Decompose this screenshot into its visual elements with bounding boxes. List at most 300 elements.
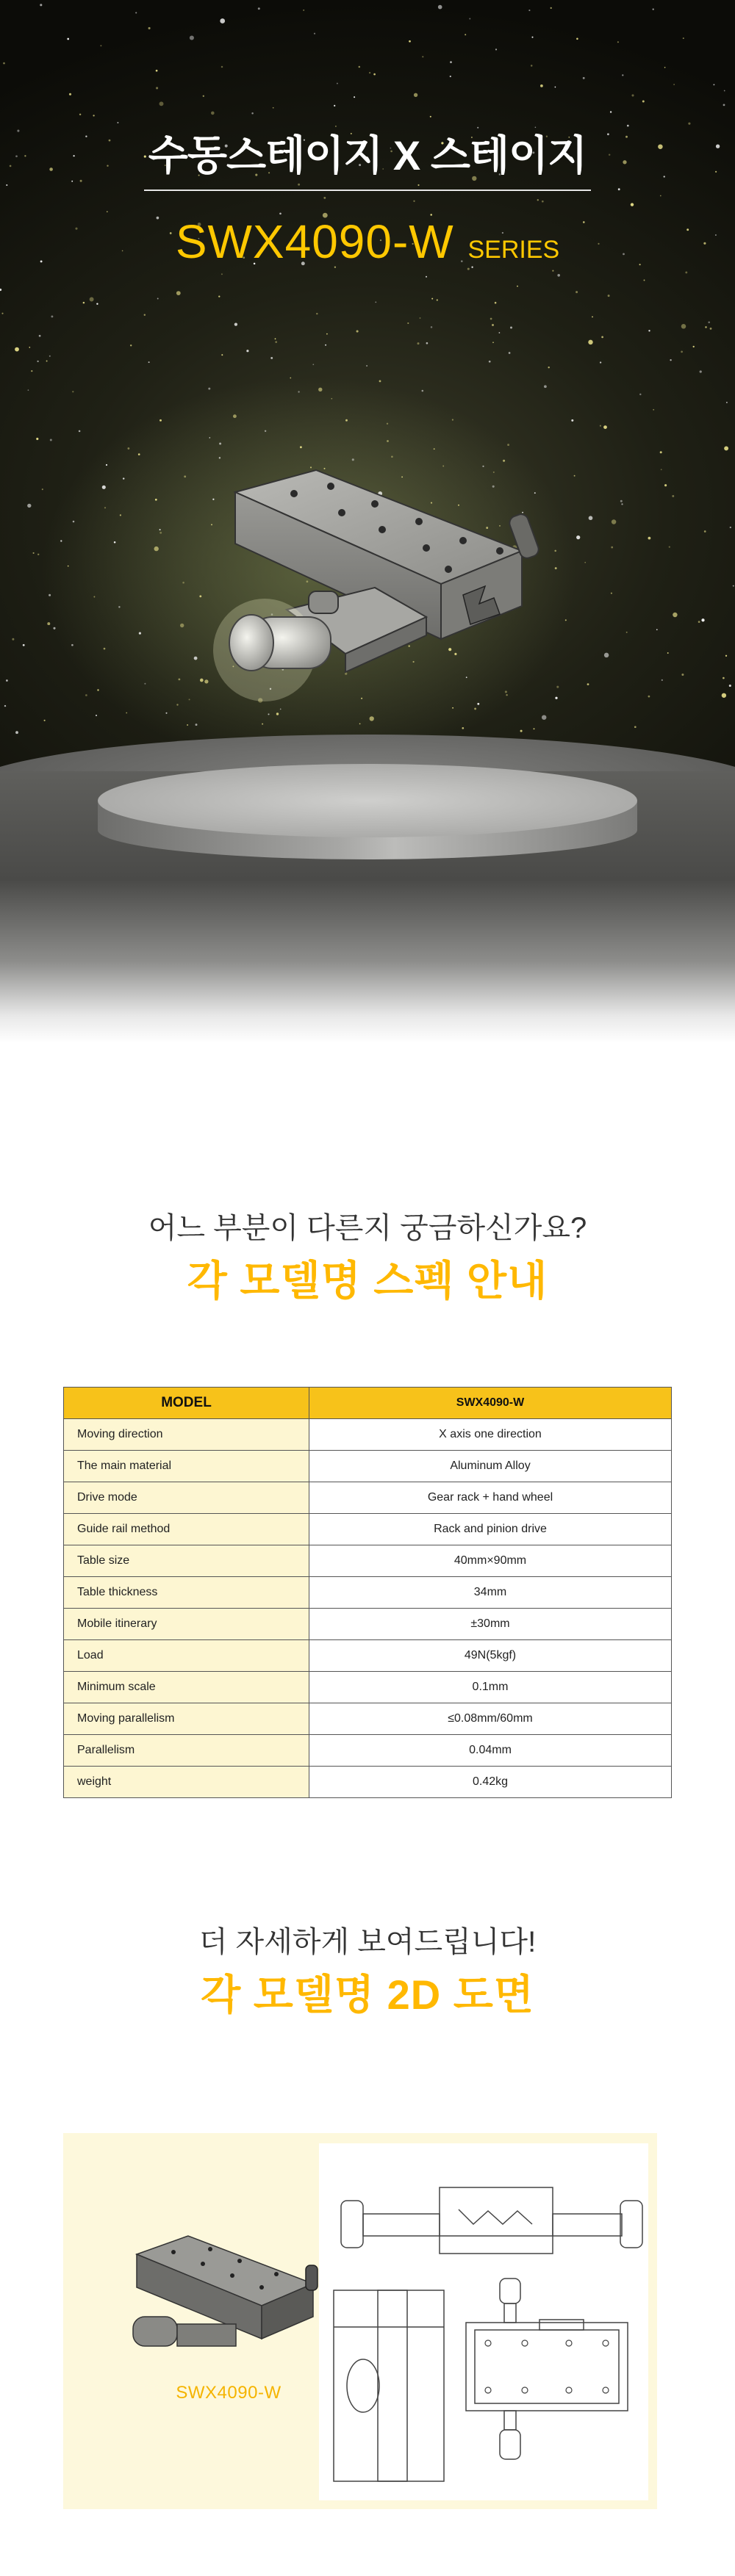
star-dot bbox=[326, 333, 328, 335]
star-dot bbox=[375, 302, 376, 303]
star-dot bbox=[621, 503, 623, 505]
star-dot bbox=[39, 335, 41, 337]
star-dot bbox=[325, 344, 326, 346]
drawing-section-heading: 각 모델명 2D 도면 bbox=[201, 1971, 534, 2018]
spec-label: Mobile itinerary bbox=[64, 1609, 309, 1640]
star-dot bbox=[155, 499, 157, 501]
star-dot bbox=[354, 96, 355, 98]
star-dot bbox=[180, 624, 184, 627]
star-dot bbox=[273, 107, 274, 109]
star-dot bbox=[1, 313, 3, 314]
star-dot bbox=[608, 295, 610, 297]
spec-label: Minimum scale bbox=[64, 1672, 309, 1703]
star-dot bbox=[705, 326, 707, 328]
table-row bbox=[64, 1735, 672, 1767]
product-thumbnail-label: SWX4090-W bbox=[176, 2383, 282, 2403]
star-dot bbox=[499, 332, 501, 333]
star-dot bbox=[693, 346, 695, 347]
star-dot bbox=[221, 66, 223, 68]
star-dot bbox=[60, 540, 62, 541]
spec-label: Moving parallelism bbox=[64, 1703, 309, 1735]
star-dot bbox=[23, 644, 25, 646]
star-dot bbox=[592, 316, 593, 317]
drawing-panel bbox=[63, 2133, 657, 2509]
star-dot bbox=[156, 87, 158, 89]
star-dot bbox=[233, 414, 237, 418]
spec-value: 40mm×90mm bbox=[309, 1545, 672, 1577]
star-dot bbox=[72, 391, 74, 392]
star-dot bbox=[179, 679, 181, 681]
spec-value: ≤0.08mm/60mm bbox=[309, 1703, 672, 1735]
star-dot bbox=[194, 657, 198, 660]
star-dot bbox=[653, 8, 654, 10]
star-dot bbox=[316, 313, 318, 314]
star-dot bbox=[510, 326, 512, 328]
star-dot bbox=[611, 546, 613, 549]
spec-value: ±30mm bbox=[309, 1609, 672, 1640]
star-dot bbox=[431, 298, 433, 300]
star-dot bbox=[120, 514, 121, 516]
star-dot bbox=[414, 93, 417, 97]
hero-banner bbox=[0, 0, 735, 1043]
star-dot bbox=[462, 727, 464, 729]
star-dot bbox=[662, 679, 663, 681]
star-dot bbox=[12, 638, 14, 641]
star-dot bbox=[531, 37, 533, 38]
star-dot bbox=[571, 419, 573, 422]
star-dot bbox=[275, 341, 277, 343]
star-dot bbox=[27, 504, 31, 508]
star-dot bbox=[465, 34, 466, 35]
star-dot bbox=[312, 364, 314, 365]
star-dot bbox=[587, 683, 589, 685]
star-dot bbox=[139, 632, 141, 635]
star-dot bbox=[603, 425, 607, 429]
star-dot bbox=[106, 464, 107, 466]
star-dot bbox=[157, 298, 159, 300]
star-dot bbox=[184, 475, 186, 477]
spec-label: Load bbox=[64, 1640, 309, 1672]
star-dot bbox=[565, 619, 567, 621]
star-dot bbox=[722, 693, 726, 698]
star-dot bbox=[622, 74, 623, 76]
star-dot bbox=[617, 41, 619, 43]
spec-label: The main material bbox=[64, 1451, 309, 1482]
star-dot bbox=[176, 704, 178, 705]
star-dot bbox=[31, 370, 32, 372]
star-dot bbox=[130, 344, 132, 346]
star-dot bbox=[4, 705, 6, 707]
star-dot bbox=[430, 116, 431, 118]
star-dot bbox=[729, 685, 731, 687]
star-dot bbox=[409, 40, 411, 43]
star-dot bbox=[551, 7, 552, 9]
star-dot bbox=[509, 352, 511, 354]
star-dot bbox=[600, 425, 601, 427]
star-dot bbox=[698, 621, 700, 623]
star-dot bbox=[182, 582, 184, 584]
star-dot bbox=[631, 203, 634, 206]
star-dot bbox=[610, 111, 612, 112]
star-dot bbox=[127, 447, 129, 450]
star-dot bbox=[107, 211, 108, 212]
star-dot bbox=[672, 495, 674, 497]
star-dot bbox=[275, 338, 276, 339]
star-dot bbox=[144, 683, 146, 685]
star-dot bbox=[634, 726, 637, 728]
star-dot bbox=[713, 84, 714, 85]
star-dot bbox=[426, 342, 429, 344]
spec-header-label: MODEL bbox=[64, 1388, 309, 1419]
star-dot bbox=[540, 84, 543, 87]
table-row bbox=[64, 1640, 672, 1672]
star-dot bbox=[53, 627, 55, 629]
star-dot bbox=[492, 342, 494, 343]
table-row bbox=[64, 1482, 672, 1514]
star-dot bbox=[495, 48, 497, 50]
star-dot bbox=[49, 594, 51, 596]
star-dot bbox=[148, 27, 151, 29]
star-dot bbox=[726, 402, 728, 403]
table-row bbox=[64, 1577, 672, 1609]
star-dot bbox=[452, 419, 453, 420]
star-dot bbox=[450, 61, 452, 63]
spec-value: 0.1mm bbox=[309, 1672, 672, 1703]
drawing-section-subtitle: 더 자세하게 보여드립니다! bbox=[198, 1926, 537, 1958]
drawing-top-view bbox=[466, 2279, 628, 2459]
star-dot bbox=[517, 286, 518, 287]
star-dot bbox=[366, 365, 368, 367]
star-dot bbox=[611, 593, 612, 594]
spec-value: 0.42kg bbox=[309, 1767, 672, 1798]
star-dot bbox=[47, 622, 50, 625]
table-row bbox=[64, 1451, 672, 1482]
star-dot bbox=[600, 361, 601, 363]
star-dot bbox=[356, 330, 359, 332]
star-dot bbox=[93, 596, 95, 598]
star-dot bbox=[68, 566, 69, 567]
star-dot bbox=[314, 33, 315, 35]
star-dot bbox=[669, 546, 670, 548]
star-dot bbox=[542, 201, 544, 203]
star-dot bbox=[156, 70, 158, 72]
star-dot bbox=[337, 83, 338, 84]
star-dot bbox=[469, 18, 470, 20]
spec-value: 34mm bbox=[309, 1577, 672, 1609]
star-dot bbox=[683, 37, 684, 39]
star-dot bbox=[40, 4, 42, 6]
star-dot bbox=[369, 72, 370, 73]
star-dot bbox=[723, 677, 725, 679]
spec-label: Moving direction bbox=[64, 1419, 309, 1451]
star-dot bbox=[574, 475, 576, 477]
hero-divider bbox=[144, 190, 591, 191]
drawing-side-view bbox=[334, 2290, 444, 2481]
star-dot bbox=[6, 679, 8, 682]
star-dot bbox=[97, 689, 98, 690]
star-dot bbox=[601, 336, 603, 339]
star-dot bbox=[270, 357, 273, 359]
star-dot bbox=[262, 724, 263, 725]
star-dot bbox=[203, 95, 204, 97]
table-row bbox=[64, 1767, 672, 1798]
star-dot bbox=[135, 12, 137, 13]
star-dot bbox=[359, 724, 361, 725]
star-dot bbox=[417, 342, 420, 344]
technical-drawing-area bbox=[319, 2143, 648, 2500]
star-dot bbox=[620, 500, 623, 502]
star-dot bbox=[345, 419, 348, 422]
star-dot bbox=[555, 87, 556, 88]
star-dot bbox=[159, 529, 161, 530]
star-dot bbox=[159, 532, 162, 534]
table-row bbox=[64, 1419, 672, 1451]
star-dot bbox=[46, 361, 48, 362]
star-dot bbox=[159, 419, 162, 422]
star-dot bbox=[379, 380, 381, 383]
table-row bbox=[64, 1609, 672, 1640]
star-dot bbox=[656, 629, 658, 630]
star-dot bbox=[531, 65, 533, 67]
star-dot bbox=[576, 535, 580, 539]
star-dot bbox=[642, 101, 645, 103]
star-dot bbox=[126, 712, 127, 714]
star-dot bbox=[670, 359, 671, 361]
star-dot bbox=[723, 104, 725, 107]
star-dot bbox=[407, 322, 409, 324]
star-dot bbox=[200, 679, 204, 682]
star-dot bbox=[534, 728, 535, 729]
hero-product-image bbox=[206, 441, 559, 720]
spec-section-heading: 각 모델명 스펙 안내 bbox=[187, 1258, 548, 1304]
star-dot bbox=[492, 324, 494, 326]
star-dot bbox=[251, 112, 254, 115]
star-dot bbox=[104, 648, 106, 650]
star-dot bbox=[653, 409, 654, 411]
spec-section-subtitle: 어느 부분이 다른지 궁금하신가요? bbox=[148, 1212, 587, 1244]
star-dot bbox=[437, 299, 438, 300]
star-dot bbox=[79, 430, 81, 433]
star-dot bbox=[323, 197, 326, 199]
hero-title: 수동스테이지 X 스테이지 bbox=[148, 132, 587, 178]
star-dot bbox=[583, 77, 585, 79]
star-dot bbox=[199, 595, 201, 597]
star-dot bbox=[576, 38, 578, 40]
star-dot bbox=[431, 326, 433, 328]
star-dot bbox=[648, 330, 650, 331]
star-dot bbox=[700, 370, 702, 372]
star-dot bbox=[154, 546, 159, 551]
star-dot bbox=[644, 280, 645, 281]
spec-value: X axis one direction bbox=[309, 1419, 672, 1451]
star-dot bbox=[165, 712, 167, 714]
star-dot bbox=[90, 297, 94, 302]
star-dot bbox=[37, 361, 38, 362]
star-dot bbox=[589, 516, 593, 520]
table-row bbox=[64, 1514, 672, 1545]
star-dot bbox=[387, 423, 388, 425]
star-dot bbox=[639, 394, 641, 395]
star-dot bbox=[234, 322, 237, 325]
star-dot bbox=[420, 317, 421, 319]
star-dot bbox=[648, 696, 650, 698]
star-dot bbox=[220, 18, 225, 24]
hero-model-name bbox=[0, 214, 735, 269]
star-dot bbox=[548, 367, 549, 368]
star-dot bbox=[495, 302, 497, 304]
star-dot bbox=[303, 10, 304, 11]
star-dot bbox=[118, 606, 120, 607]
table-row bbox=[64, 1545, 672, 1577]
star-dot bbox=[710, 328, 712, 330]
star-dot bbox=[612, 519, 616, 524]
star-dot bbox=[667, 652, 669, 654]
star-dot bbox=[290, 378, 291, 379]
star-dot bbox=[33, 552, 35, 554]
star-dot bbox=[664, 484, 667, 486]
star-dot bbox=[221, 354, 223, 356]
spec-value: 0.04mm bbox=[309, 1735, 672, 1767]
spec-value: Aluminum Alloy bbox=[309, 1451, 672, 1482]
star-dot bbox=[422, 390, 424, 392]
star-dot bbox=[604, 653, 609, 658]
star-dot bbox=[29, 347, 30, 348]
star-dot bbox=[664, 67, 666, 68]
star-dot bbox=[681, 324, 686, 329]
star-dot bbox=[708, 322, 710, 324]
star-dot bbox=[660, 451, 662, 453]
star-dot bbox=[450, 76, 451, 77]
technical-drawing bbox=[319, 2143, 648, 2500]
star-dot bbox=[0, 289, 1, 291]
star-dot bbox=[144, 314, 146, 315]
star-dot bbox=[588, 340, 592, 344]
drawing-front-view bbox=[341, 2187, 642, 2254]
star-dot bbox=[69, 93, 71, 95]
star-dot bbox=[359, 66, 361, 68]
spec-label: Table size bbox=[64, 1545, 309, 1577]
star-dot bbox=[73, 521, 75, 523]
star-dot bbox=[104, 507, 106, 508]
star-dot bbox=[413, 201, 415, 202]
spec-table-header-row bbox=[64, 1388, 672, 1419]
star-dot bbox=[422, 56, 423, 57]
star-dot bbox=[681, 351, 683, 353]
star-dot bbox=[114, 541, 116, 544]
star-dot bbox=[3, 62, 5, 65]
star-dot bbox=[626, 632, 628, 633]
star-dot bbox=[584, 562, 586, 563]
star-dot bbox=[331, 398, 332, 400]
star-dot bbox=[298, 391, 299, 392]
spec-value: 49N(5kgf) bbox=[309, 1640, 672, 1672]
star-dot bbox=[71, 644, 74, 646]
star-dot bbox=[661, 469, 662, 470]
star-dot bbox=[438, 5, 442, 10]
star-dot bbox=[211, 112, 215, 115]
spec-value: Rack and pinion drive bbox=[309, 1514, 672, 1545]
star-dot bbox=[681, 674, 684, 676]
star-dot bbox=[148, 361, 150, 363]
star-dot bbox=[36, 438, 38, 440]
star-dot bbox=[187, 724, 188, 726]
star-dot bbox=[50, 439, 52, 441]
star-dot bbox=[221, 273, 223, 275]
star-dot bbox=[15, 731, 18, 734]
spec-value: Gear rack + hand wheel bbox=[309, 1482, 672, 1514]
hero-series-label: SERIES bbox=[467, 236, 560, 264]
star-dot bbox=[730, 527, 731, 528]
star-dot bbox=[552, 270, 553, 271]
star-dot bbox=[189, 699, 190, 700]
star-dot bbox=[576, 291, 578, 293]
star-dot bbox=[685, 271, 687, 273]
star-dot bbox=[618, 188, 620, 190]
star-dot bbox=[725, 655, 727, 657]
star-dot bbox=[520, 730, 523, 732]
star-dot bbox=[557, 274, 560, 277]
star-dot bbox=[246, 350, 248, 352]
star-dot bbox=[6, 184, 7, 186]
star-dot bbox=[102, 486, 106, 489]
star-dot bbox=[258, 7, 260, 10]
star-dot bbox=[123, 477, 124, 479]
star-dot bbox=[49, 356, 51, 357]
star-dot bbox=[426, 276, 427, 278]
spec-header-value: SWX4090-W bbox=[309, 1388, 672, 1419]
star-dot bbox=[96, 303, 98, 305]
star-dot bbox=[83, 302, 85, 304]
spec-label: weight bbox=[64, 1767, 309, 1798]
star-dot bbox=[265, 430, 266, 432]
star-dot bbox=[417, 184, 419, 186]
star-dot bbox=[673, 84, 675, 85]
spec-label: Parallelism bbox=[64, 1735, 309, 1767]
table-row bbox=[64, 1703, 672, 1735]
star-dot bbox=[318, 388, 322, 392]
star-dot bbox=[138, 453, 140, 455]
star-dot bbox=[528, 10, 530, 11]
star-dot bbox=[93, 115, 94, 116]
spec-label: Drive mode bbox=[64, 1482, 309, 1514]
spec-label: Guide rail method bbox=[64, 1514, 309, 1545]
star-dot bbox=[701, 618, 704, 621]
spec-label: Table thickness bbox=[64, 1577, 309, 1609]
star-dot bbox=[218, 295, 220, 297]
star-dot bbox=[67, 38, 69, 40]
star-dot bbox=[631, 94, 634, 96]
star-dot bbox=[373, 73, 376, 76]
star-dot bbox=[85, 694, 87, 696]
star-dot bbox=[724, 446, 728, 450]
star-dot bbox=[79, 114, 81, 115]
star-dot bbox=[42, 488, 43, 490]
star-dot bbox=[15, 347, 19, 352]
star-dot bbox=[334, 105, 335, 107]
spec-table bbox=[63, 1387, 672, 1798]
star-dot bbox=[544, 385, 547, 388]
pedestal-top bbox=[98, 764, 637, 837]
hero-model-code: SWX4090-W bbox=[175, 215, 454, 268]
star-dot bbox=[196, 724, 198, 726]
star-dot bbox=[190, 35, 194, 40]
product-thumbnail-image bbox=[129, 2221, 320, 2361]
star-dot bbox=[159, 101, 164, 106]
star-dot bbox=[298, 184, 300, 186]
star-dot bbox=[37, 554, 39, 555]
star-dot bbox=[660, 195, 662, 197]
star-dot bbox=[733, 585, 734, 587]
